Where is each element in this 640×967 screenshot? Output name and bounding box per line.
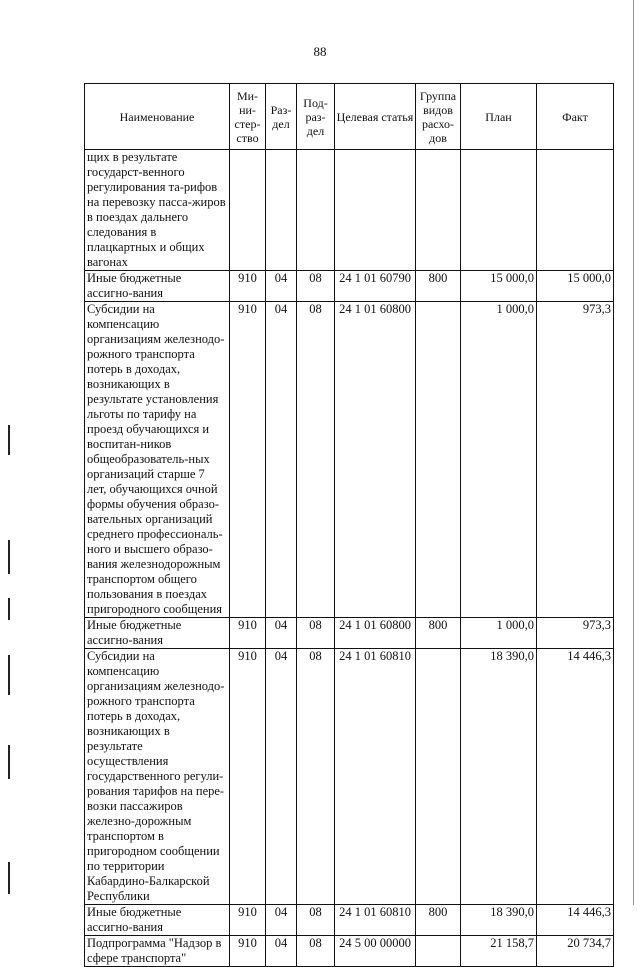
cell-group: 800 bbox=[416, 905, 461, 936]
header-ministry: Ми-ни-стер-ство bbox=[230, 84, 266, 150]
cell-plan: 18 390,0 bbox=[461, 649, 537, 905]
header-fact: Факт bbox=[537, 84, 614, 150]
cell-subsection: 08 bbox=[297, 905, 335, 936]
cell-ministry: 910 bbox=[230, 618, 266, 649]
cell-fact: 14 446,3 bbox=[537, 649, 614, 905]
scan-margin-mark bbox=[8, 598, 10, 620]
cell-plan: 1 000,0 bbox=[461, 302, 537, 618]
cell-subsection: 08 bbox=[297, 618, 335, 649]
cell-fact: 20 734,7 bbox=[537, 936, 614, 967]
cell-ministry: 910 bbox=[230, 905, 266, 936]
cell-target: 24 1 01 60810 bbox=[335, 649, 416, 905]
cell-ministry: 910 bbox=[230, 936, 266, 967]
cell-name: Субсидии на компенсацию организациям железнодо-рожного транспорта потерь в доходах, возникающих в результате осуществления государственного регули-рования тарифов на пере-возки пассажиров железно-дорожным транспортом в пригородном сообщении по территории Кабардино-Балкарской Республики bbox=[85, 649, 230, 905]
cell-name: Иные бюджетные ассигно-вания bbox=[85, 905, 230, 936]
table-row bbox=[85, 936, 614, 967]
cell-target: 24 5 00 00000 bbox=[335, 936, 416, 967]
cell-name: щих в результате государст-венного регулирования та-рифов на перевозку пасса-жиров в поездах дальнего следования в плацкартных и общих вагонах bbox=[85, 150, 230, 271]
cell-fact: 14 446,3 bbox=[537, 905, 614, 936]
header-name: Наименование bbox=[85, 84, 230, 150]
header-target: Целевая статья bbox=[335, 84, 416, 150]
cell-fact: 973,3 bbox=[537, 618, 614, 649]
table-row bbox=[85, 271, 614, 302]
cell-ministry: 910 bbox=[230, 302, 266, 618]
cell-target bbox=[335, 150, 416, 271]
cell-name: Иные бюджетные ассигно-вания bbox=[85, 271, 230, 302]
table-row bbox=[85, 302, 614, 618]
scan-margin-mark bbox=[8, 425, 10, 455]
cell-ministry: 910 bbox=[230, 271, 266, 302]
table-row bbox=[85, 150, 614, 271]
cell-plan bbox=[461, 150, 537, 271]
cell-plan: 15 000,0 bbox=[461, 271, 537, 302]
cell-subsection: 08 bbox=[297, 271, 335, 302]
table-body bbox=[85, 150, 614, 967]
cell-name: Иные бюджетные ассигно-вания bbox=[85, 618, 230, 649]
scan-margin-mark bbox=[8, 862, 10, 894]
cell-plan: 1 000,0 bbox=[461, 618, 537, 649]
cell-fact: 973,3 bbox=[537, 302, 614, 618]
header-row bbox=[85, 84, 614, 150]
cell-subsection: 08 bbox=[297, 936, 335, 967]
cell-group bbox=[416, 936, 461, 967]
header-group: Группа видов расхо-дов bbox=[416, 84, 461, 150]
cell-section: 04 bbox=[266, 905, 297, 936]
scan-margin-mark bbox=[633, 0, 634, 905]
cell-name: Подпрограмма "Надзор в сфере транспорта" bbox=[85, 936, 230, 967]
cell-target: 24 1 01 60800 bbox=[335, 618, 416, 649]
cell-section: 04 bbox=[266, 618, 297, 649]
header-section: Раз-дел bbox=[266, 84, 297, 150]
cell-subsection: 08 bbox=[297, 302, 335, 618]
cell-fact bbox=[537, 150, 614, 271]
cell-section: 04 bbox=[266, 936, 297, 967]
cell-section bbox=[266, 150, 297, 271]
budget-table bbox=[84, 83, 614, 967]
cell-group bbox=[416, 649, 461, 905]
scan-margin-mark bbox=[8, 655, 10, 695]
cell-target: 24 1 01 60790 bbox=[335, 271, 416, 302]
scan-margin-mark bbox=[8, 745, 10, 779]
cell-ministry: 910 bbox=[230, 649, 266, 905]
cell-subsection: 08 bbox=[297, 649, 335, 905]
cell-group: 800 bbox=[416, 271, 461, 302]
header-plan: План bbox=[461, 84, 537, 150]
cell-subsection bbox=[297, 150, 335, 271]
table-row bbox=[85, 618, 614, 649]
cell-plan: 18 390,0 bbox=[461, 905, 537, 936]
cell-target: 24 1 01 60800 bbox=[335, 302, 416, 618]
header-subsection: Под-раз-дел bbox=[297, 84, 335, 150]
cell-group bbox=[416, 302, 461, 618]
page-number: 88 bbox=[313, 44, 327, 59]
table-row bbox=[85, 649, 614, 905]
cell-plan: 21 158,7 bbox=[461, 936, 537, 967]
table-row bbox=[85, 905, 614, 936]
cell-group bbox=[416, 150, 461, 271]
scan-margin-mark bbox=[8, 540, 10, 574]
cell-section: 04 bbox=[266, 271, 297, 302]
cell-name: Субсидии на компенсацию организациям железнодо-рожного транспорта потерь в доходах, возникающих в результате установления льготы по тарифу на проезд обучающихся и воспитан-ников общеобразователь-ных организаций старше 7 лет, обучающихся очной формы обучения образо-вательных организаций среднего профессиональ-ного и высшего образо-вания железнодорожным транспортом общего пользования в поездах пригородного сообщения bbox=[85, 302, 230, 618]
cell-section: 04 bbox=[266, 302, 297, 618]
cell-fact: 15 000,0 bbox=[537, 271, 614, 302]
cell-group: 800 bbox=[416, 618, 461, 649]
cell-ministry bbox=[230, 150, 266, 271]
cell-target: 24 1 01 60810 bbox=[335, 905, 416, 936]
cell-section: 04 bbox=[266, 649, 297, 905]
